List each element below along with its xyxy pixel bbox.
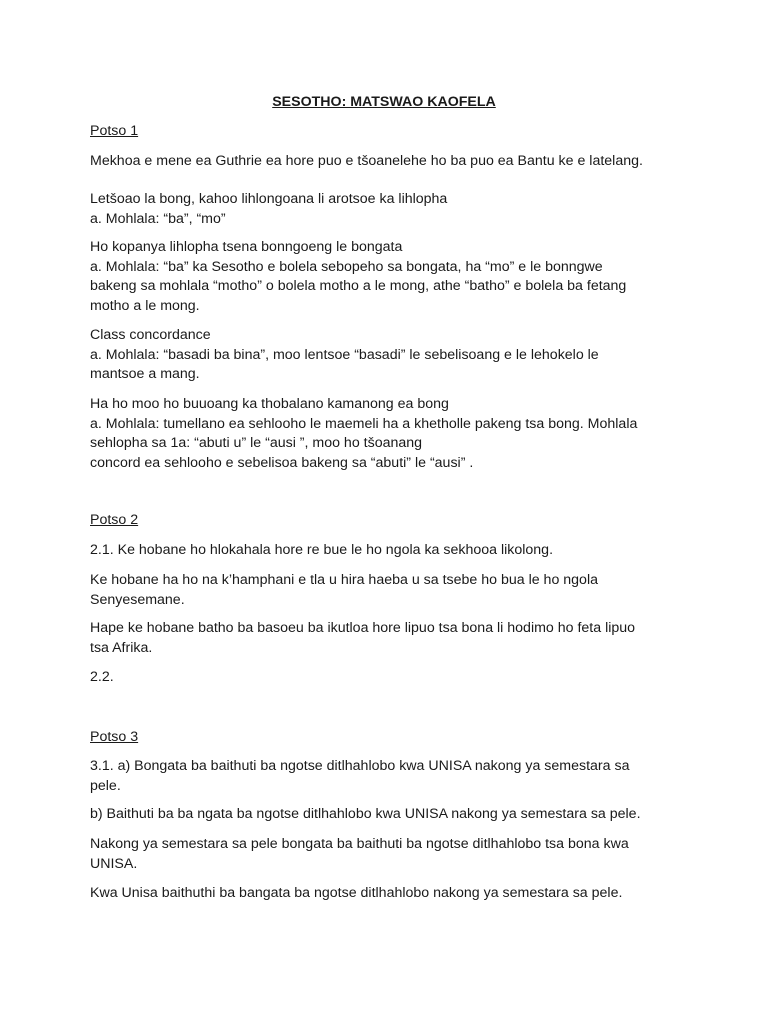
text-line: Ke hobane ha ho na k’hamphani e tla u hira haeba u sa tsebe ho bua le ho ngola [90, 572, 598, 588]
text-line: b) Baithuti ba ba ngata ba ngotse ditlhahlobo kwa UNISA nakong ya semestara sa pele. [90, 806, 641, 822]
text-line: a. Mohlala: “ba” ka Sesotho e bolela sebopeho sa bongata, ha “mo” e le bonngwe [90, 258, 603, 275]
text-line: Ho kopanya lihlopha tsena bonngoeng le bongata [90, 239, 403, 255]
text-line: Ha ho moo ho buuoang ka thobalano kamanong ea bong [90, 396, 449, 412]
question-1-item-4 [90, 395, 690, 473]
question-1-intro: Mekhoa e mene ea Guthrie ea hore puo e tšoanelehe ho ba puo ea Bantu ke e latelang. [90, 153, 643, 169]
text-line: mantsoe a mang. [90, 366, 200, 382]
text-line: 2.1. Ke hobane ho hlokahala hore re bue le ho ngola ka sekhooa likolong. [90, 542, 554, 558]
question-2-heading: Potso 2 [90, 512, 139, 528]
text-line: Nakong ya semestara sa pele bongata ba baithuti ba ngotse ditlhahlobo tsa bona kwa [90, 836, 629, 852]
text-line: a. Mohlala: tumellano ea sehlooho le maemeli ha a khetholle pakeng tsa bong. Mohlala [90, 415, 638, 432]
question-1-item-2 [90, 238, 690, 316]
question-1-item-1 [90, 190, 690, 229]
question-3-paragraph-1 [90, 757, 690, 796]
question-1-heading: Potso 1 [90, 123, 139, 139]
question-2-paragraph-1 [90, 541, 690, 561]
text-line: pele. [90, 777, 121, 794]
text-line: tsa Afrika. [90, 639, 153, 656]
text-line: Senyesemane. [90, 591, 185, 608]
question-1-item-3 [90, 326, 690, 385]
text-line: motho a le mong. [90, 297, 200, 314]
text-line: Hape ke hobane batho ba basoeu ba ikutloa hore lipuo tsa bona li hodimo ho feta lipuo [90, 620, 636, 636]
text-line: concord ea sehlooho e sebelisoa bakeng sa “abuti” le “ausi” . [90, 454, 474, 471]
document-title: SESOTHO: MATSWAO KAOFELA [272, 94, 496, 110]
question-3-paragraph-4 [90, 884, 690, 904]
question-3-paragraph-2 [90, 805, 690, 825]
question-3-heading: Potso 3 [90, 729, 139, 745]
text-line: Letšoao la bong, kahoo lihlongoana li arotsoe ka lihlopha [90, 191, 448, 207]
question-2-paragraph-2 [90, 571, 690, 610]
text-line: a. Mohlala: “basadi ba bina”, moo lentsoe “basadi” le sebelisoang e le lehokelo le [90, 346, 599, 363]
text-line: a. Mohlala: “ba”, “mo” [90, 210, 226, 227]
question-3-paragraph-3 [90, 835, 690, 874]
text-line: UNISA. [90, 855, 138, 872]
text-line: 2.2. [90, 669, 114, 685]
text-line: Class concordance [90, 327, 211, 343]
text-line: sehlopha sa 1a: “abuti u” le “ausi ”, moo ho tšoanang [90, 435, 423, 451]
text-line: 3.1. a) Bongata ba baithuti ba ngotse ditlhahlobo kwa UNISA nakong ya semestara sa [90, 758, 630, 774]
text-line: bakeng sa mohlala “motho” o bolela motho a le mong, athe “batho” e bolela ba fetang [90, 278, 627, 294]
text-line: Kwa Unisa baithuthi ba bangata ba ngotse ditlhahlobo nakong ya semestara sa pele. [90, 885, 623, 901]
question-2-paragraph-4 [90, 668, 690, 688]
question-2-paragraph-3 [90, 619, 690, 658]
